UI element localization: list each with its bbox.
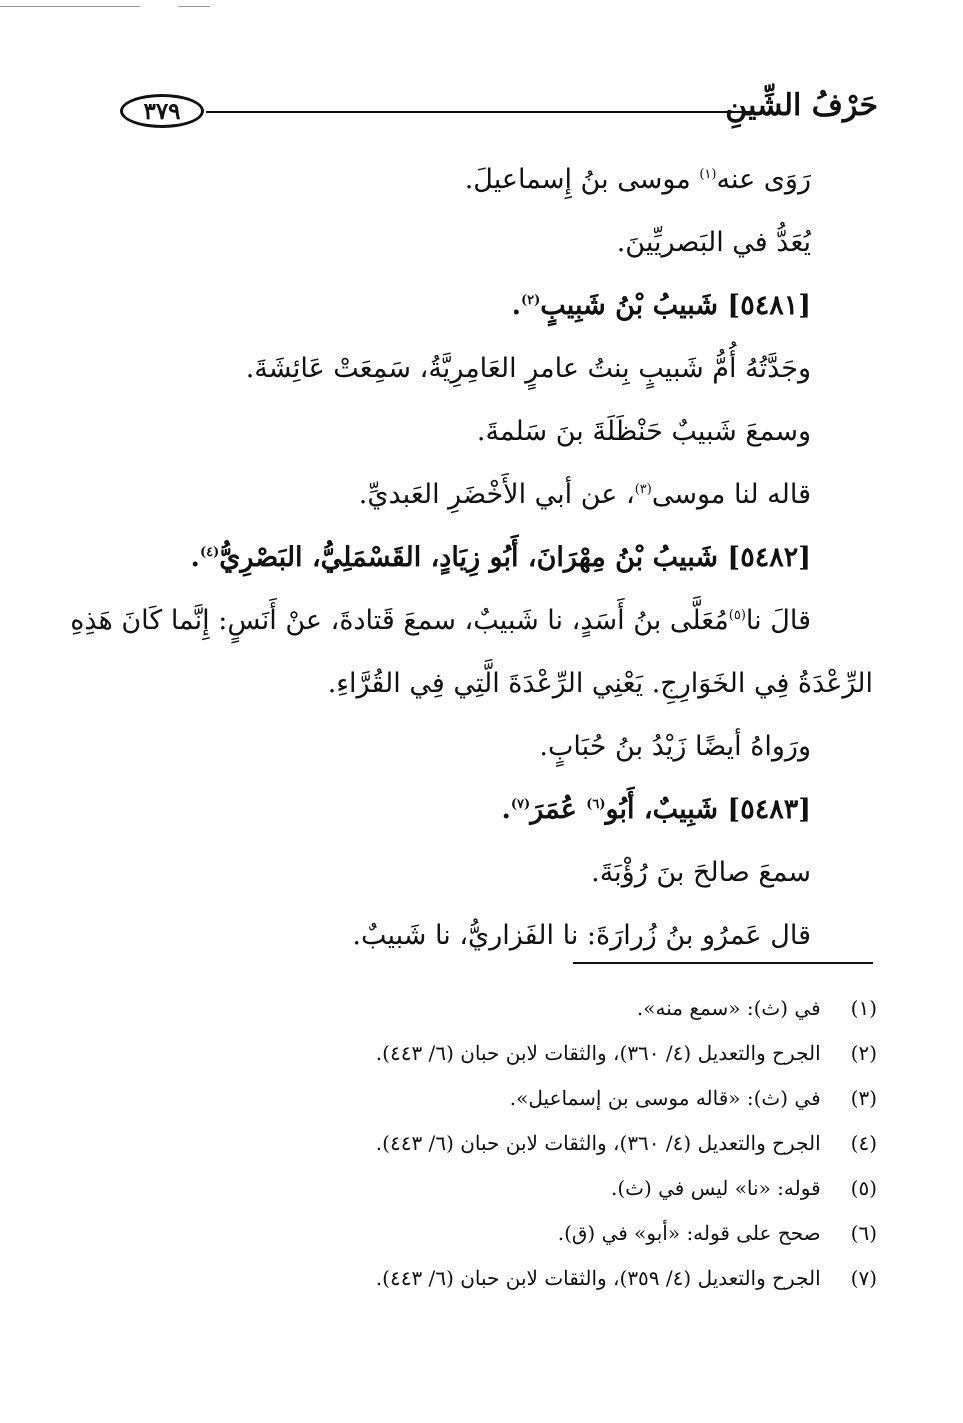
line-text: قاله لنا موسى (651, 479, 811, 510)
entry-heading-line (128, 274, 873, 337)
footnote-separator (573, 962, 873, 964)
footnote-ref[interactable]: (٧) (510, 797, 531, 812)
header-rule (206, 111, 750, 113)
text-line (128, 463, 873, 526)
line-text: . (511, 290, 521, 321)
footnote-item (300, 1076, 877, 1121)
entry-heading-line (128, 778, 873, 841)
footnote-ref[interactable]: (٢) (521, 293, 541, 308)
line-text: ورَواهُ أيضًا زَيْدُ بنُ حُبَابٍ. (539, 731, 811, 762)
line-text: قالَ نا (745, 605, 811, 636)
line-text: رَوَى عنه (716, 164, 811, 195)
footnote-text: الجرح والتعديل (٤/ ٣٦٠)، والثقات لابن حبان (٦/ ٤٤٣). (375, 1041, 821, 1065)
text-line (128, 715, 873, 778)
footnote-number: (٣) (850, 1086, 877, 1110)
text-line (128, 652, 873, 715)
line-text: وجَدَّتُهُ أُمُّ شَبيبٍ بِنتُ عامرٍ العَامِرِيَّةُ، سَمِعَتْ عَائِشَةَ. (245, 353, 811, 384)
text-line (128, 148, 873, 211)
text-line (128, 211, 873, 274)
line-text: [٥٤٨١] شَبيبُ بْنُ شَبِيبٍ (540, 290, 811, 321)
footnotes (300, 986, 877, 1301)
footnote-text: صحح على قوله: «أبو» في (ق). (557, 1221, 821, 1245)
footnote-number: (٥) (850, 1176, 877, 1200)
footnote-ref[interactable]: (٣) (634, 482, 652, 497)
scan-edge-mark (0, 6, 140, 7)
scan-edge-mark (178, 6, 210, 7)
line-text: سمعَ صالحَ بنَ رُؤْبَةَ. (591, 857, 811, 888)
footnote-item (300, 1211, 877, 1256)
footnote-number: (٦) (850, 1221, 877, 1245)
footnote-item (300, 1256, 877, 1301)
line-text: مُعَلَّى بنُ أَسَدٍ، نا شَبيبٌ، سمعَ قَتادةَ، عنْ أَنَسٍ: إِنَّما كَانَ هَذِهِ (70, 605, 729, 636)
footnote-text: الجرح والتعديل (٤/ ٣٥٩)، والثقات لابن حبان (٦/ ٤٤٣). (375, 1266, 821, 1290)
footnote-ref[interactable]: (١) (699, 167, 717, 182)
line-text: قال عَمرُو بنُ زُرارَةَ: نا الفَزاريُّ، نا شَبيبٌ. (352, 920, 811, 951)
line-text: . (190, 542, 200, 573)
footnote-item (300, 1031, 877, 1076)
footnote-item (300, 986, 877, 1031)
page-number-badge (120, 94, 204, 128)
footnote-number: (٤) (850, 1131, 877, 1155)
footnote-ref[interactable]: (٦) (586, 797, 606, 812)
main-text (70, 148, 873, 967)
text-line (128, 337, 873, 400)
text-line (128, 400, 873, 463)
footnote-text: في (ث): «سمع منه». (636, 996, 821, 1020)
line-text: الرِّعْدَةُ فِي الخَوَارِجِ. يَعْنِي الرِّعْدَةَ الَّتِي فِي القُرَّاءِ. (327, 668, 873, 699)
line-text: وسمعَ شَبيبٌ حَنْظَلَةَ بنَ سَلمةَ. (476, 416, 811, 447)
line-text: عُمَرَ (530, 794, 587, 825)
line-text: [٥٤٨٢] شَبيبُ بْنُ مِهْرَانَ، أَبُو زِيَادٍ، القَسْمَلِيُّ، البَصْرِيُّ (219, 542, 811, 573)
line-text: موسى بنُ إِسماعيلَ. (464, 164, 700, 195)
footnote-item (300, 1166, 877, 1211)
line-text: ، عن أبي الأَخْضَرِ العَبديِّ. (358, 479, 635, 510)
footnote-text: في (ث): «قاله موسى بن إسماعيل». (509, 1086, 821, 1110)
line-text: [٥٤٨٣] شَبِيبٌ، أَبُو (605, 794, 811, 825)
footnote-number: (٧) (850, 1266, 877, 1290)
footnote-text: الجرح والتعديل (٤/ ٣٦٠)، والثقات لابن حبان (٦/ ٤٤٣). (375, 1131, 821, 1155)
line-text: يُعَدُّ في البَصريِّينَ. (616, 227, 811, 258)
footnote-text: قوله: «نا» ليس في (ث). (610, 1176, 821, 1200)
line-text: . (501, 794, 511, 825)
text-line (128, 841, 873, 904)
page-header (118, 88, 878, 136)
entry-heading-line (128, 526, 873, 589)
text-line (128, 904, 873, 967)
footnote-ref[interactable]: (٤) (199, 545, 220, 560)
footnote-item (300, 1121, 877, 1166)
footnote-number: (٢) (850, 1041, 877, 1065)
text-line (70, 589, 873, 652)
footnote-number: (١) (850, 996, 877, 1020)
running-title: حَرْفُ الشِّينِ (725, 88, 878, 123)
footnote-ref[interactable]: (٥) (728, 608, 746, 623)
page-number: ٣٧٩ (143, 97, 181, 125)
